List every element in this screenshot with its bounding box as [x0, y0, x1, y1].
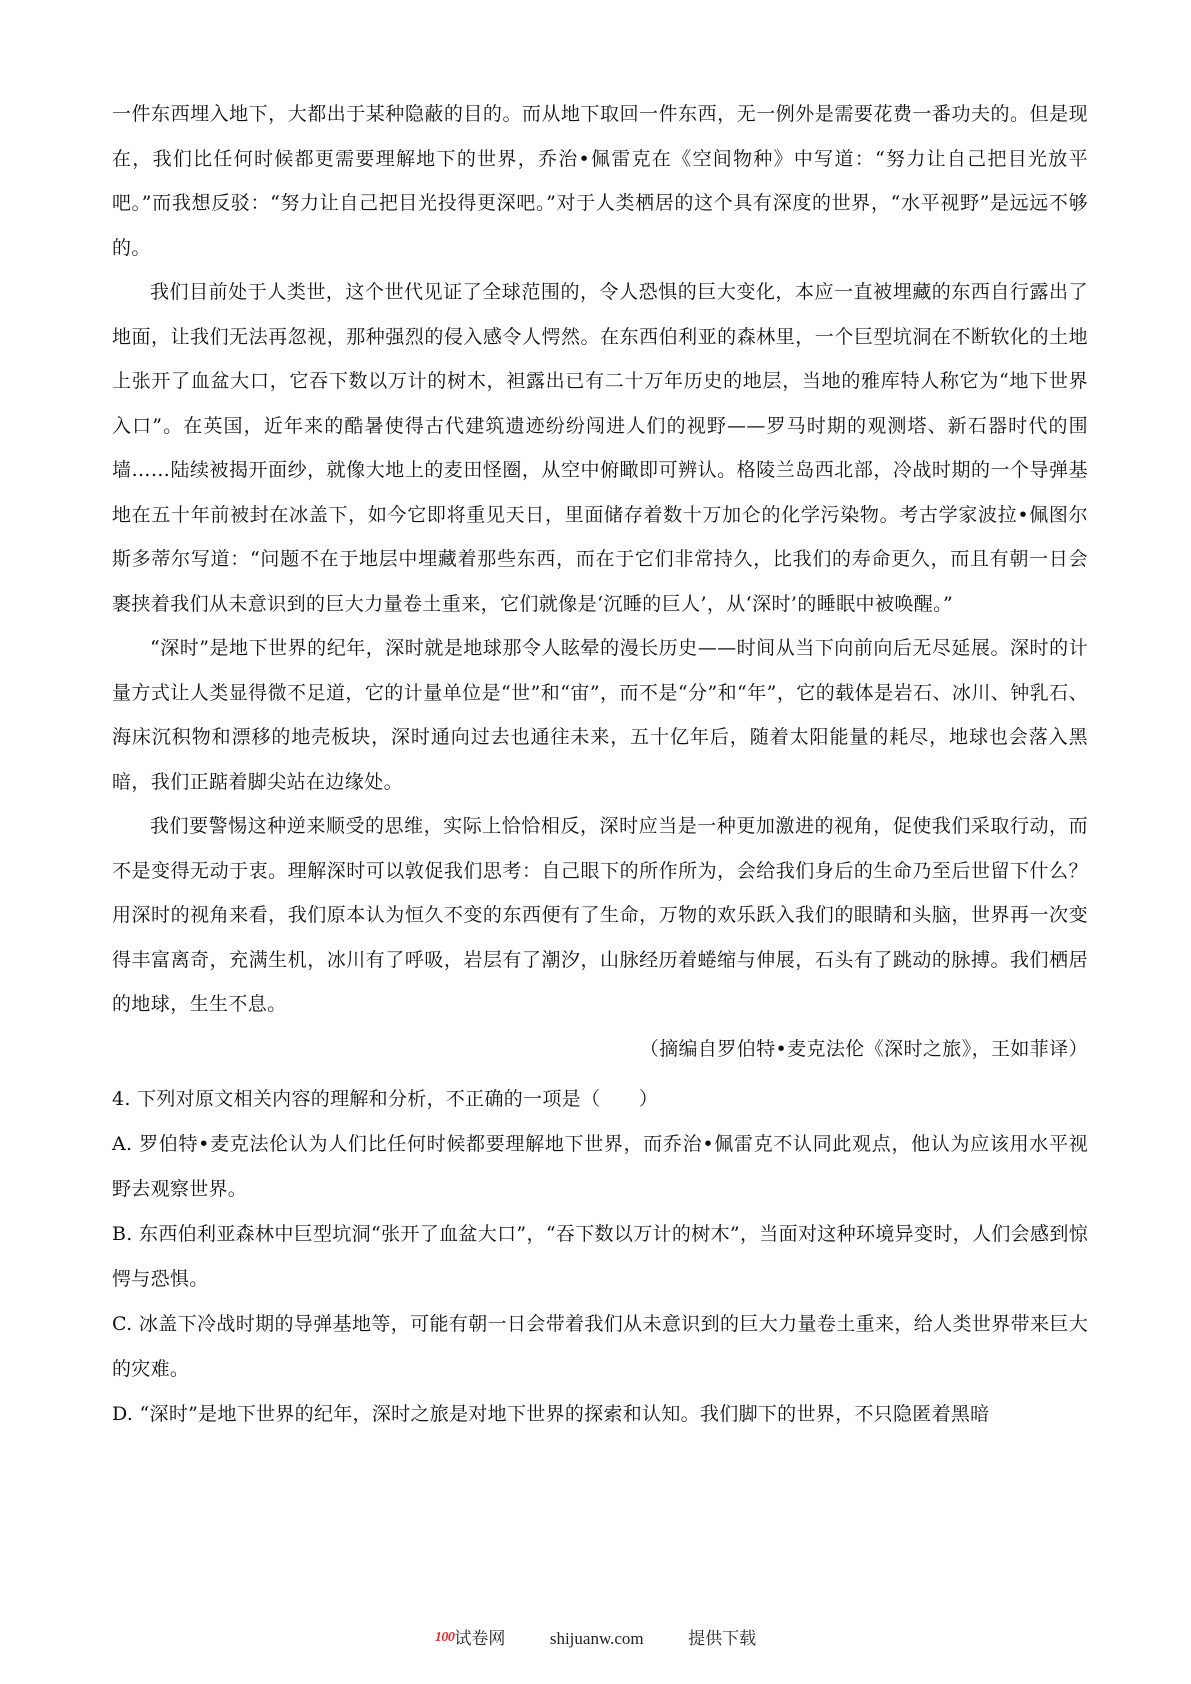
article-paragraph-4: 我们要警惕这种逆来顺受的思维，实际上恰恰相反，深时应当是一种更加激进的视角，促使我们采取行动，而不是变得无动于衷。理解深时可以敦促我们思考：自己眼下的所作所为，会给我们身后的生命乃至后世留下什么？用深时的视角来看，我们原本认为恒久不变的东西便有了生命，万物的欢乐跃入我们的眼睛和头脑，世界再一次变得丰富离奇，充满生机，冰川有了呼吸，岩层有了潮汐，山脉经历着蜷缩与伸展，石头有了跳动的脉搏。我们栖居的地球，生生不息。 [112, 815, 1088, 1015]
site-logo-number: 100 [434, 1630, 455, 1645]
option-a: A. 罗伯特•麦克法伦认为人们比任何时候都要理解地下世界，而乔治•佩雷克不认同此观点，他认为应该用水平视野去观察世界。 [112, 1133, 1088, 1200]
article-paragraph-1: 一件东西埋入地下，大都出于某种隐蔽的目的。而从地下取回一件东西，无一例外是需要花费一番功夫的。但是现在，我们比任何时候都更需要理解地下的世界，乔治•佩雷克在《空间物种》中写道：“努力让自己把目光放平吧。”而我想反驳：“努力让自己把目光投得更深吧。”对于人类栖居的这个具有深度的世界，“水平视野”是远远不够的。 [112, 103, 1088, 259]
article-body [112, 92, 1088, 1071]
article-paragraph-3: “深时”是地下世界的纪年，深时就是地球那令人眩晕的漫长历史——时间从当下向前向后无尽延展。深时的计量方式让人类显得微不足道，它的计量单位是“世”和“宙”，而不是“分”和“年”，它的载体是岩石、冰川、钟乳石、海床沉积物和漂移的地壳板块，深时通向过去也通往未来，五十亿年后，随着太阳能量的耗尽，地球也会落入黑暗，我们正踮着脚尖站在边缘处。 [112, 637, 1088, 793]
question-4 [112, 1077, 1088, 1437]
site-name: 试卷网 [454, 1629, 506, 1648]
page-footer [0, 1624, 1191, 1649]
footer-note: 提供下载 [688, 1629, 757, 1648]
option-c: C. 冰盖下冷战时期的导弹基地等，可能有朝一日会带着我们从未意识到的巨大力量卷土重来，给人类世界带来巨大的灾难。 [112, 1313, 1088, 1380]
site-domain: shijuanw.com [549, 1629, 644, 1648]
question-stem: 4. 下列对原文相关内容的理解和分析，不正确的一项是（ ） [112, 1088, 659, 1110]
article-paragraph-2: 我们目前处于人类世，这个世代见证了全球范围的，令人恐惧的巨大变化，本应一直被埋藏的东西自行露出了地面，让我们无法再忽视，那种强烈的侵入感令人愕然。在东西伯利亚的森林里，一个巨型坑洞在不断软化的土地上张开了血盆大口，它吞下数以万计的树木，袒露出已有二十万年历史的地层，当地的雅库特人称它为“地下世界入口”。在英国，近年来的酷暑使得古代建筑遗迹纷纷闯进人们的视野——罗马时期的观测塔、新石器时代的围墙……陆续被揭开面纱，就像大地上的麦田怪圈，从空中俯瞰即可辨认。格陵兰岛西北部，冷战时期的一个导弹基地在五十年前被封在冰盖下，如今它即将重见天日，里面储存着数十万加仑的化学污染物。考古学家波拉•佩图尔斯多蒂尔写道：“问题不在于地层中埋藏着那些东西，而在于它们非常持久，比我们的寿命更久，而且有朝一日会裹挟着我们从未意识到的巨大力量卷土重来，它们就像是‘沉睡的巨人’，从‘深时’的睡眠中被唤醒。” [112, 281, 1088, 615]
article-source: （摘编自罗伯特•麦克法伦《深时之旅》，王如菲译） [639, 1037, 1088, 1060]
option-b: B. 东西伯利亚森林中巨型坑洞“张开了血盆大口”，“吞下数以万计的树木”，当面对这种环境异变时，人们会感到惊愕与恐惧。 [112, 1223, 1088, 1290]
option-d: D. “深时”是地下世界的纪年，深时之旅是对地下世界的探索和认知。我们脚下的世界，不只隐匿着黑暗 [112, 1403, 990, 1425]
document-page [112, 92, 1088, 1437]
